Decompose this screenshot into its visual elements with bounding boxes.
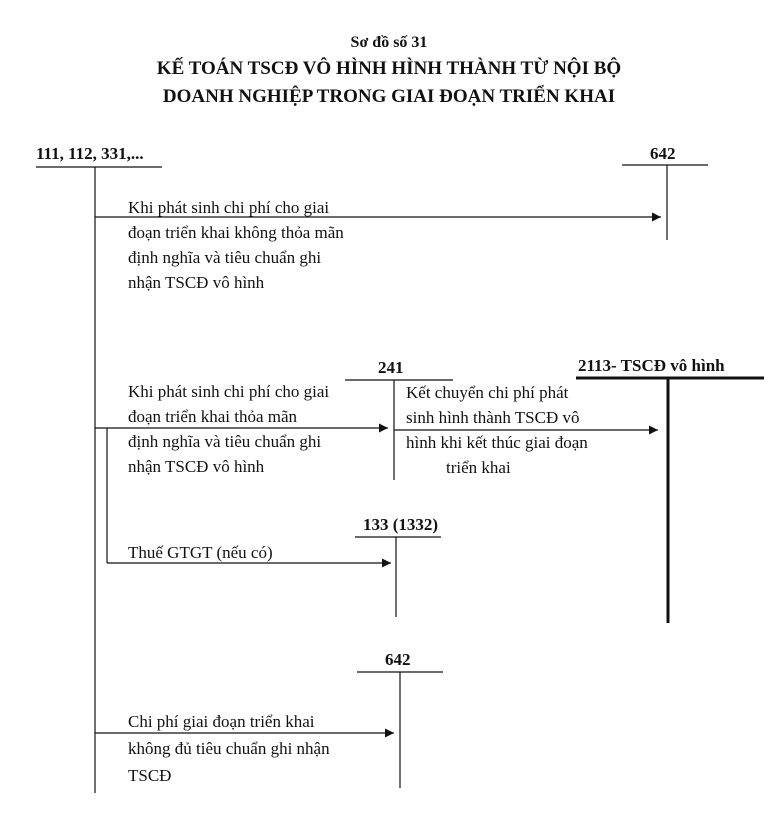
diagram-title-line2: DOANH NGHIỆP TRONG GIAI ĐOẠN TRIỂN KHAI [162,86,616,107]
flow3-line4: triển khai [446,458,511,477]
flow1-line1: Khi phát sinh chi phí cho giai [128,198,330,217]
flow3-line3: hình khi kết thúc giai đoạn [406,433,588,452]
flow5-line2: không đủ tiêu chuẩn ghi nhận [128,739,330,758]
flow4-label: Thuế GTGT (nếu có) [128,543,273,562]
diagram-subtitle: Sơ đồ số 31 [350,34,428,51]
flow2-line4: nhận TSCĐ vô hình [128,457,265,476]
flow2-line1: Khi phát sinh chi phí cho giai [128,382,330,401]
flow1-line3: định nghĩa và tiêu chuẩn ghi [128,248,322,267]
account-133-label: 133 (1332) [363,515,439,534]
diagram-title-line1: KẾ TOÁN TSCĐ VÔ HÌNH HÌNH THÀNH TỪ NỘI BỘ [156,58,622,79]
flow5-line1: Chi phí giai đoạn triển khai [128,712,315,731]
flow2-line2: đoạn triển khai thỏa mãn [128,407,298,426]
flow3-line1: Kết chuyển chi phí phát [406,383,569,402]
flow1-line2: đoạn triển khai không thỏa mãn [128,223,344,242]
account-2113-label: 2113- TSCĐ vô hình [578,356,725,375]
account-source-label: 111, 112, 331,... [36,144,144,163]
account-642-top-label: 642 [650,144,676,163]
flow3-line2: sinh hình thành TSCĐ vô [406,408,580,427]
flow2-line3: định nghĩa và tiêu chuẩn ghi [128,432,322,451]
flow5-line3: TSCĐ [128,766,172,785]
flow1-line4: nhận TSCĐ vô hình [128,273,265,292]
account-642-bottom-label: 642 [385,650,411,669]
account-241-label: 241 [378,358,404,377]
